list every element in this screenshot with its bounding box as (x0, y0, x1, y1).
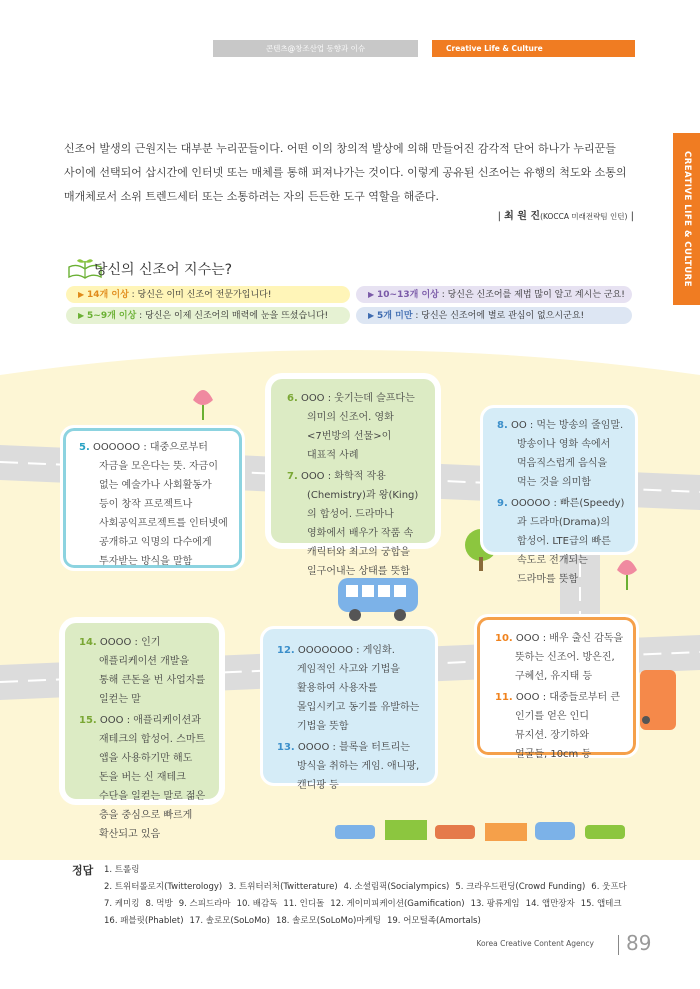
answer-item: 16. 패블릿(Phablet) (104, 916, 184, 926)
side-tab (673, 133, 700, 305)
level-text: : 당신은 신조어에 별로 관심이 없으시군요! (412, 311, 585, 321)
author-name: 최 원 진 (504, 211, 541, 222)
side-tab-label: CREATIVE LIFE & CULTURE (681, 150, 692, 288)
entry-text: OOO : 웃기는데 슬프다는 의미의 신조어. 영화 <7번방의 선물>이 대표적 사례 (297, 393, 415, 461)
score-level-under-5 (356, 307, 632, 324)
answer-item: 15. 앱테크 (580, 899, 622, 909)
score-level-10-13 (356, 286, 632, 303)
quiz-title: 당신의 신조어 지수는? (94, 262, 233, 278)
entry-number: 6. (287, 393, 298, 404)
level-label: 14개 이상 (87, 290, 129, 300)
level-label: 5~9개 이상 (87, 311, 137, 321)
entry-number: 10. (495, 633, 513, 644)
author-suffix: | (627, 211, 634, 222)
header-category-label: Creative Life & Culture (432, 40, 635, 57)
level-label: 10~13개 이상 (377, 290, 439, 300)
answer-item: 5. 크라우드펀딩(Crowd Funding) (455, 882, 586, 892)
entry-text: OO : 먹는 방송의 줄임말. 방송이나 영화 속에서 먹음직스럽게 음식을 먹는 것을 의미함 (507, 420, 624, 488)
entry-number: 15. (79, 715, 97, 726)
quiz-card-14-15 (62, 620, 222, 840)
quiz-card-6-7 (268, 376, 438, 577)
answer-item: 8. 먹방 (145, 899, 173, 909)
card-entry-6 (287, 389, 423, 465)
level-label: 5개 미만 (377, 311, 413, 321)
entry-number: 9. (497, 498, 508, 509)
entry-text: OOOOO : 빠른(Speedy)과 드라마(Drama)의 합성어. LTE급의 빠른 속도로 전개되는 드라마를 뜻함 (507, 498, 625, 585)
card-entry-11 (495, 688, 624, 764)
score-level-5-9 (66, 307, 350, 324)
entry-text: OOO : 애플리케이션과 재테크의 합성어. 스마트 앱을 사용하기만 해도 돈을 버는 신 재테크 수단을 일컫는 말로 젊은 층을 중심으로 빠르게 확산되고 있음 (96, 715, 206, 840)
answer-item: 18. 솔로모(SoLoMo)마케팅 (275, 916, 381, 926)
entry-number: 13. (277, 742, 295, 753)
answer-item: 6. 웃프다 (591, 882, 627, 892)
quiz-card-12-13 (260, 626, 438, 791)
answer-item: 11. 인디돌 (283, 899, 325, 909)
answer-item: 12. 게이미피케이션(Gamification) (330, 899, 465, 909)
card-entry-7 (287, 467, 423, 581)
card-entry-9 (497, 494, 625, 589)
quiz-card-5 (60, 425, 245, 571)
answer-line-3 (104, 913, 664, 930)
entry-number: 5. (79, 442, 90, 453)
card-entry-15 (79, 711, 209, 844)
answer-item: 7. 케미킹 (104, 899, 140, 909)
answer-item: 19. 어모털족(Amortals) (386, 916, 481, 926)
entry-number: 7. (287, 471, 298, 482)
answer-item: 14. 앱만장자 (525, 899, 575, 909)
footer-divider (618, 935, 619, 955)
author-credit (498, 207, 634, 222)
entry-text: OOOOOO : 대중으로부터 자금을 모은다는 뜻. 자금이 없는 예술가나 사회활동가 등이 창작 프로젝트나 사회공익프로젝트를 인터넷에 공개하고 익명의 다수에게 투자받는 방식을 말함 (89, 442, 228, 567)
author-affiliation: (KOCCA 미래전략팀 인턴) (540, 212, 628, 221)
entry-text: OOOO : 인기 애플리케이션 개발을 통해 큰돈을 번 사업자를 일컫는 말 (96, 637, 206, 705)
entry-text: OOO : 대중들로부터 큰 인기를 얻은 인디 뮤지션. 장기하와 얼굴들, 10cm 등 (512, 692, 621, 760)
entry-number: 8. (497, 420, 508, 431)
score-level-14-plus (66, 286, 350, 303)
answer-item: 9. 스피드라마 (178, 899, 231, 909)
answer-item: 17. 솔로모(SoLoMo) (189, 916, 270, 926)
card-entry-13 (277, 738, 425, 795)
header-section-label: 콘텐츠@창조산업 동향과 이슈 (213, 40, 418, 57)
answer-item: 1. 트롤링 (104, 865, 140, 875)
level-text: : 당신은 이제 신조어의 매력에 눈을 뜨셨습니다! (136, 311, 329, 321)
page-number: 89 (626, 931, 652, 955)
level-text: : 당신은 이미 신조어 전문가입니다! (128, 290, 272, 300)
entry-number: 11. (495, 692, 513, 703)
triangle-marker-icon: ▶ (368, 290, 375, 299)
answer-line-1 (104, 862, 664, 896)
answer-lines (104, 862, 664, 930)
answer-item: 2. 트위터롤로지(Twitterology) (104, 882, 223, 892)
level-text: : 당신은 신조어를 제법 많이 알고 계시는 군요! (438, 290, 625, 300)
entry-text: OOO : 화학적 작용(Chemistry)과 왕(King)의 합성어. 드라마나 영화에서 배우가 작품 속 캐릭터와 최고의 궁합을 일구어내는 상태를 뜻함 (297, 471, 419, 577)
answer-item: 13. 팡류게임 (470, 899, 520, 909)
answer-item: 4. 소셜림픽(Socialympics) (343, 882, 450, 892)
quiz-card-10-11 (474, 614, 639, 758)
answer-item: 10. 배감독 (236, 899, 278, 909)
card-entry-10 (495, 629, 624, 686)
quiz-card-8-9 (480, 405, 638, 585)
card-entry-5 (79, 438, 228, 571)
triangle-marker-icon: ▶ (78, 290, 85, 299)
card-entry-12 (277, 641, 425, 736)
card-entry-14 (79, 633, 209, 709)
entry-text: OOOOOOO : 게임화. 게임적인 사고와 기법을 활용하여 사용자를 몰입시키고 동기를 유발하는 기법을 뜻함 (294, 645, 420, 732)
entry-number: 14. (79, 637, 97, 648)
triangle-marker-icon: ▶ (78, 311, 85, 320)
answer-line-2 (104, 896, 664, 913)
entry-text: OOOO : 블록을 터트리는 방식을 취하는 게임. 애니팡, 캔디팡 등 (294, 742, 420, 791)
card-entry-8 (497, 416, 625, 492)
author-prefix: | (497, 211, 505, 222)
intro-paragraph: 신조어 발생의 근원지는 대부분 누리꾼들이다. 어떤 이의 창의적 발상에 의해 만들어진 감각적 단어 하나가 누리꾼들 사이에 선택되어 삽시간에 인터넷 또는 매체를 통해 퍼져나가는 것이다. 이렇게 공유된 신조어는 유행의 척도와 소통의 매개체로서 소위 트렌드세터 또는 소통하려는 자의 든든한 도구 역할을 해준다. (64, 142, 627, 203)
answer-label: 정답 (72, 864, 94, 877)
footer-org: Korea Creative Content Agency (476, 939, 594, 948)
triangle-marker-icon: ▶ (368, 311, 375, 320)
answer-item: 3. 트위터러처(Twitterature) (228, 882, 338, 892)
entry-text: OOO : 배우 출신 감독을 뜻하는 신조어. 방은진, 구혜선, 유지태 등 (512, 633, 624, 682)
entry-number: 12. (277, 645, 295, 656)
